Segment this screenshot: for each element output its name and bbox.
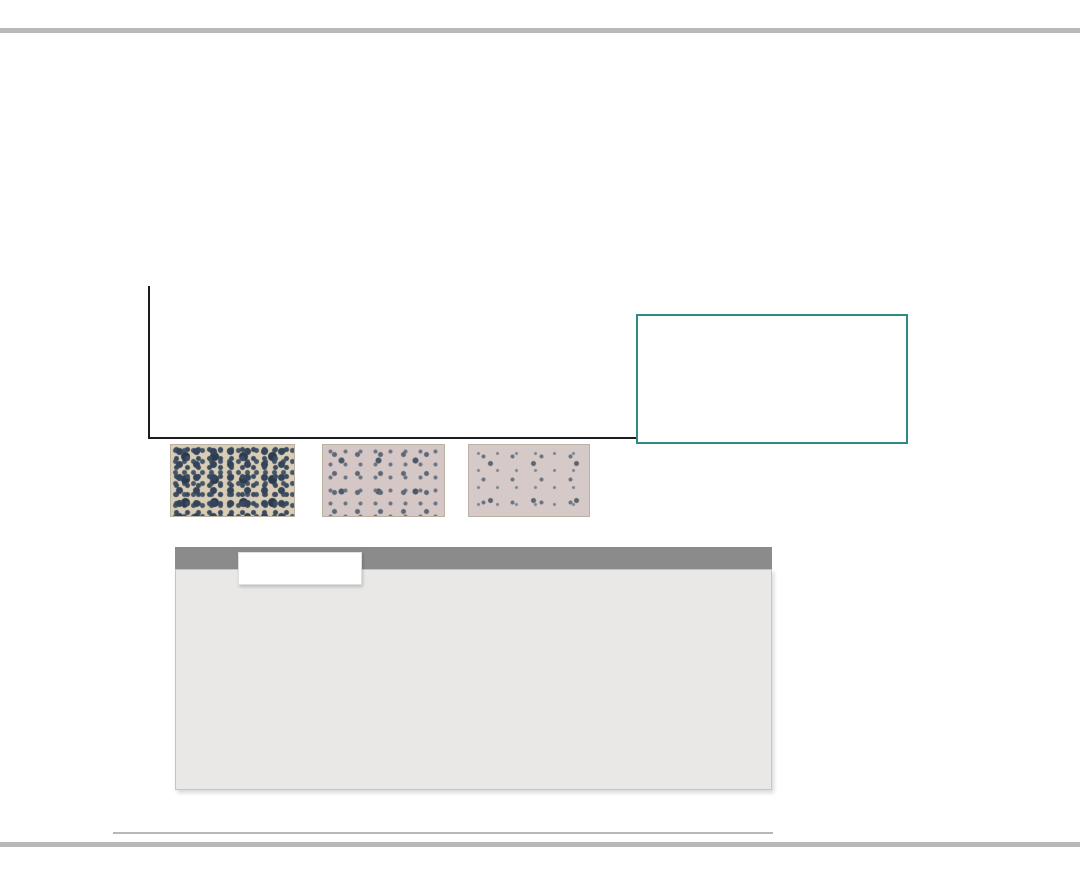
slide-top-border [0,28,1080,33]
figure-bottom-line [113,832,773,834]
overlay-label-bifidobacteria [238,552,362,585]
bar-chart-y-axis [148,286,150,438]
bar-chart-y-axis-label [93,286,113,440]
micrograph-elderly [468,444,590,517]
slide-bottom-border [0,842,1080,847]
bar-chart-legend [636,314,908,444]
bar-chart-x-axis [148,437,652,439]
line-chart-y-axis-label [113,570,131,810]
micrograph-infant [170,444,295,517]
micrograph-adult [322,444,445,517]
line-chart-plot-area [175,569,772,790]
